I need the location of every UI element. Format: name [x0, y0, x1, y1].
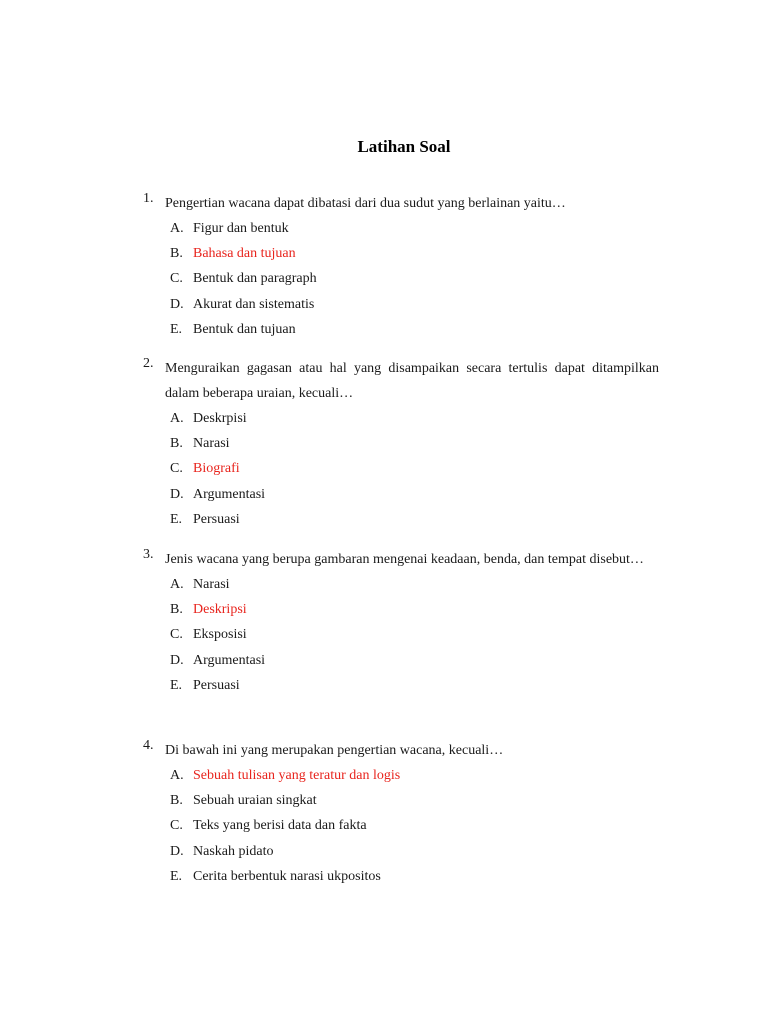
option-text: Narasi [193, 577, 230, 592]
option-letter: A. [170, 221, 184, 236]
option-letter: A. [170, 768, 184, 783]
option-text: Sebuah uraian singkat [193, 793, 317, 809]
option-e [170, 507, 659, 532]
option-text: Akurat dan sistematis [193, 296, 315, 312]
option-letter: D. [170, 486, 184, 502]
option-e [170, 864, 659, 889]
option-c [170, 266, 659, 291]
options-list [170, 216, 659, 342]
option-c [170, 622, 659, 647]
option-letter: B. [170, 246, 183, 262]
option-letter: B. [170, 436, 183, 452]
option-b-correct [170, 241, 659, 266]
option-letter: D. [170, 296, 184, 312]
option-text: Figur dan bentuk [193, 221, 289, 236]
option-text: Bentuk dan tujuan [193, 321, 296, 337]
question-text: Menguraikan gagasan atau hal yang disampaikan secara tertulis dapat ditampilkan dalam beberapa uraian, kecuali… [165, 361, 659, 401]
option-text: Eksposisi [193, 627, 247, 643]
option-text: Persuasi [193, 511, 240, 527]
question-3 [143, 547, 659, 698]
option-letter: A. [170, 411, 184, 426]
question-2 [143, 356, 659, 532]
option-text: Biografi [193, 461, 240, 477]
question-number: 2. [143, 356, 154, 371]
question-4 [143, 738, 659, 889]
question-number: 3. [143, 547, 154, 562]
option-e [170, 673, 659, 698]
question-1 [143, 191, 659, 342]
option-text: Cerita berbentuk narasi ukpositos [193, 868, 381, 884]
options-list [170, 406, 659, 532]
option-letter: C. [170, 271, 183, 287]
question-text: Pengertian wacana dapat dibatasi dari dua sudut yang berlainan yaitu… [165, 196, 566, 211]
question-number: 1. [143, 191, 154, 206]
option-text: Persuasi [193, 677, 240, 693]
option-letter: B. [170, 793, 183, 809]
option-letter: A. [170, 577, 184, 592]
option-a [170, 572, 659, 597]
option-text: Deskripsi [193, 602, 247, 618]
question-text: Di bawah ini yang merupakan pengertian wacana, kecuali… [165, 743, 504, 758]
option-a-correct [170, 763, 659, 788]
option-letter: B. [170, 602, 183, 618]
option-text: Narasi [193, 436, 230, 452]
option-d [170, 292, 659, 317]
option-d [170, 648, 659, 673]
option-d [170, 482, 659, 507]
option-b [170, 431, 659, 456]
option-text: Sebuah tulisan yang teratur dan logis [193, 768, 401, 783]
option-letter: E. [170, 868, 183, 884]
option-letter: C. [170, 461, 183, 477]
option-e [170, 317, 659, 342]
option-a [170, 216, 659, 241]
option-a [170, 406, 659, 431]
option-d [170, 839, 659, 864]
option-letter: E. [170, 677, 183, 693]
options-list [170, 572, 659, 698]
option-text: Bentuk dan paragraph [193, 271, 317, 287]
page-title: Latihan Soal [357, 137, 451, 156]
options-list [170, 763, 659, 889]
option-letter: D. [170, 843, 184, 859]
option-letter: D. [170, 652, 184, 668]
option-text: Deskrpisi [193, 411, 247, 426]
option-c [170, 813, 659, 838]
option-text: Argumentasi [193, 652, 266, 668]
option-text: Argumentasi [193, 486, 266, 502]
option-b [170, 788, 659, 813]
option-text: Naskah pidato [193, 843, 274, 859]
option-letter: E. [170, 511, 183, 527]
option-letter: C. [170, 818, 183, 834]
question-number: 4. [143, 738, 154, 753]
option-letter: C. [170, 627, 183, 643]
question-text: Jenis wacana yang berupa gambaran mengenai keadaan, benda, dan tempat disebut… [165, 552, 644, 567]
option-b-correct [170, 597, 659, 622]
option-c-correct [170, 456, 659, 481]
option-text: Teks yang berisi data dan fakta [193, 818, 367, 834]
option-text: Bahasa dan tujuan [193, 246, 296, 262]
option-letter: E. [170, 321, 183, 337]
